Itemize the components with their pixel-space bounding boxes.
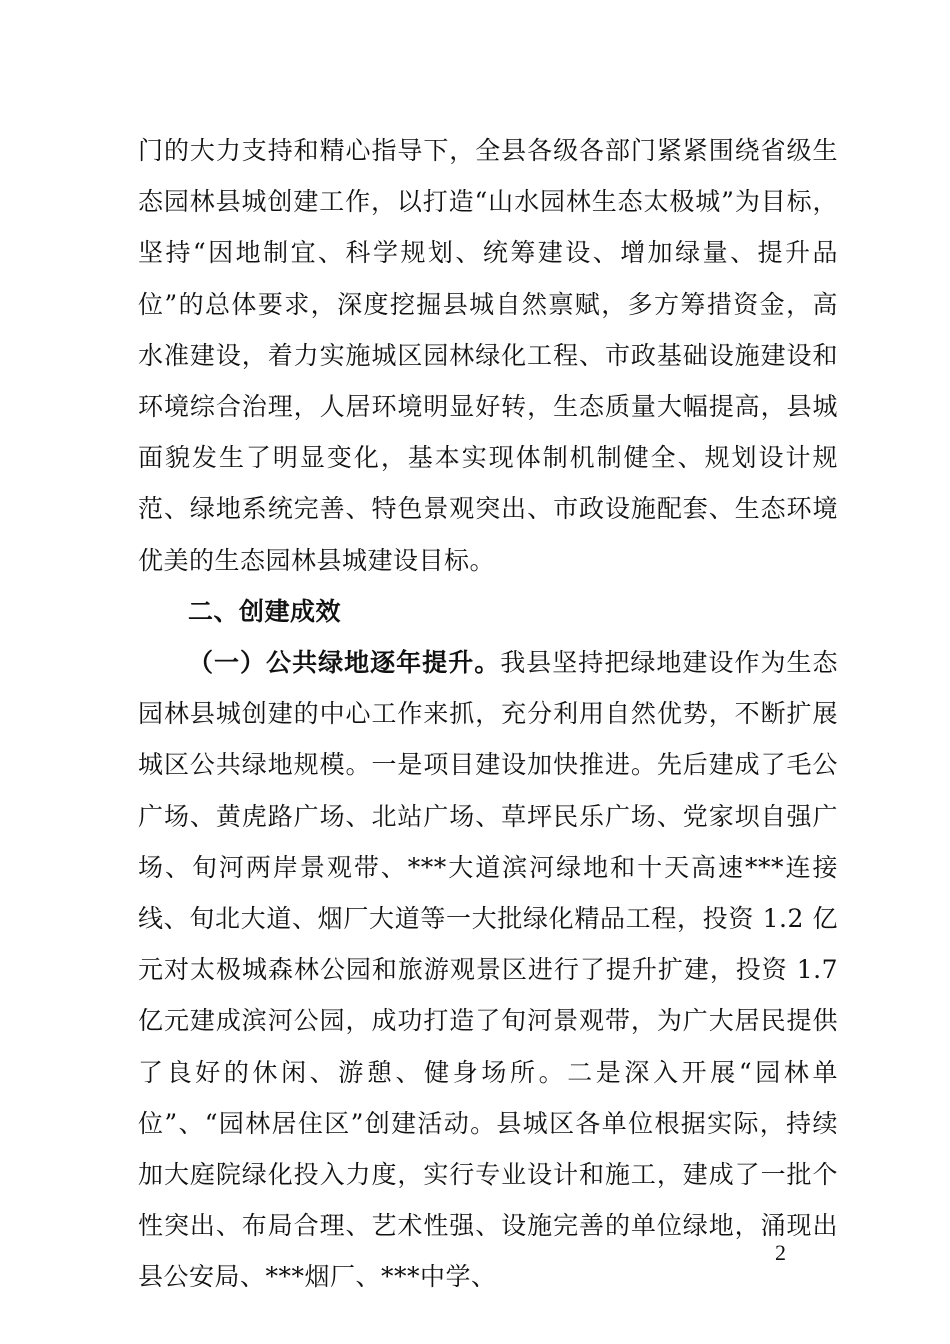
paragraph-intro-continued: 门的大力支持和精心指导下，全县各级各部门紧紧围绕省级生态园林县城创建工作，以打造“山水园林生态太极城”为目标，坚持“因地制宜、科学规划、统筹建设、增加绿量、提升品位”的总体要求，深度挖掘县城自然禀赋，多方筹措资金，高水准建设，着力实施城区园林绿化工程、市政基础设施建设和环境综合治理，人居环境明显好转，生态质量大幅提高，县城面貌发生了明显变化，基本实现体制机制健全、规划设计规范、绿地系统完善、特色景观突出、市政设施配套、生态环境优美的生态园林县城建设目标。: [138, 136, 838, 575]
section-heading: 二、创建成效: [188, 596, 342, 626]
paragraph-body-text: 我县坚持把绿地建设作为生态园林县城创建的中心工作来抓，充分利用自然优势，不断扩展城区公共绿地规模。一是项目建设加快推进。先后建成了毛公广场、黄虎路广场、北站广场、草坪民乐广场、党家坝自强广场、旬河两岸景观带、***大道滨河绿地和十天高速***连接线、旬北大道、烟厂大道等一大批绿化精品工程，投资 1.2 亿元对太极城森林公园和旅游观景区进行了提升扩建，投资 1.7 亿元建成滨河公园，成功打造了旬河景观带，为广大居民提供了良好的休闲、游憩、健身场所。二是深入开展“园林单位”、“园林居住区”创建活动。县城区各单位根据实际，持续加大庭院绿化投入力度，实行专业设计和施工，建成了一批个性突出、布局合理、艺术性强、设施完善的单位绿地，涌现出县公安局、***烟厂、***中学、: [138, 648, 838, 1292]
paragraph-lead-heading: （一）公共绿地逐年提升。: [188, 648, 501, 678]
page-number: 2: [775, 1240, 786, 1265]
document-body: [138, 125, 838, 1303]
paragraph-public-greenspace: [138, 637, 838, 1303]
